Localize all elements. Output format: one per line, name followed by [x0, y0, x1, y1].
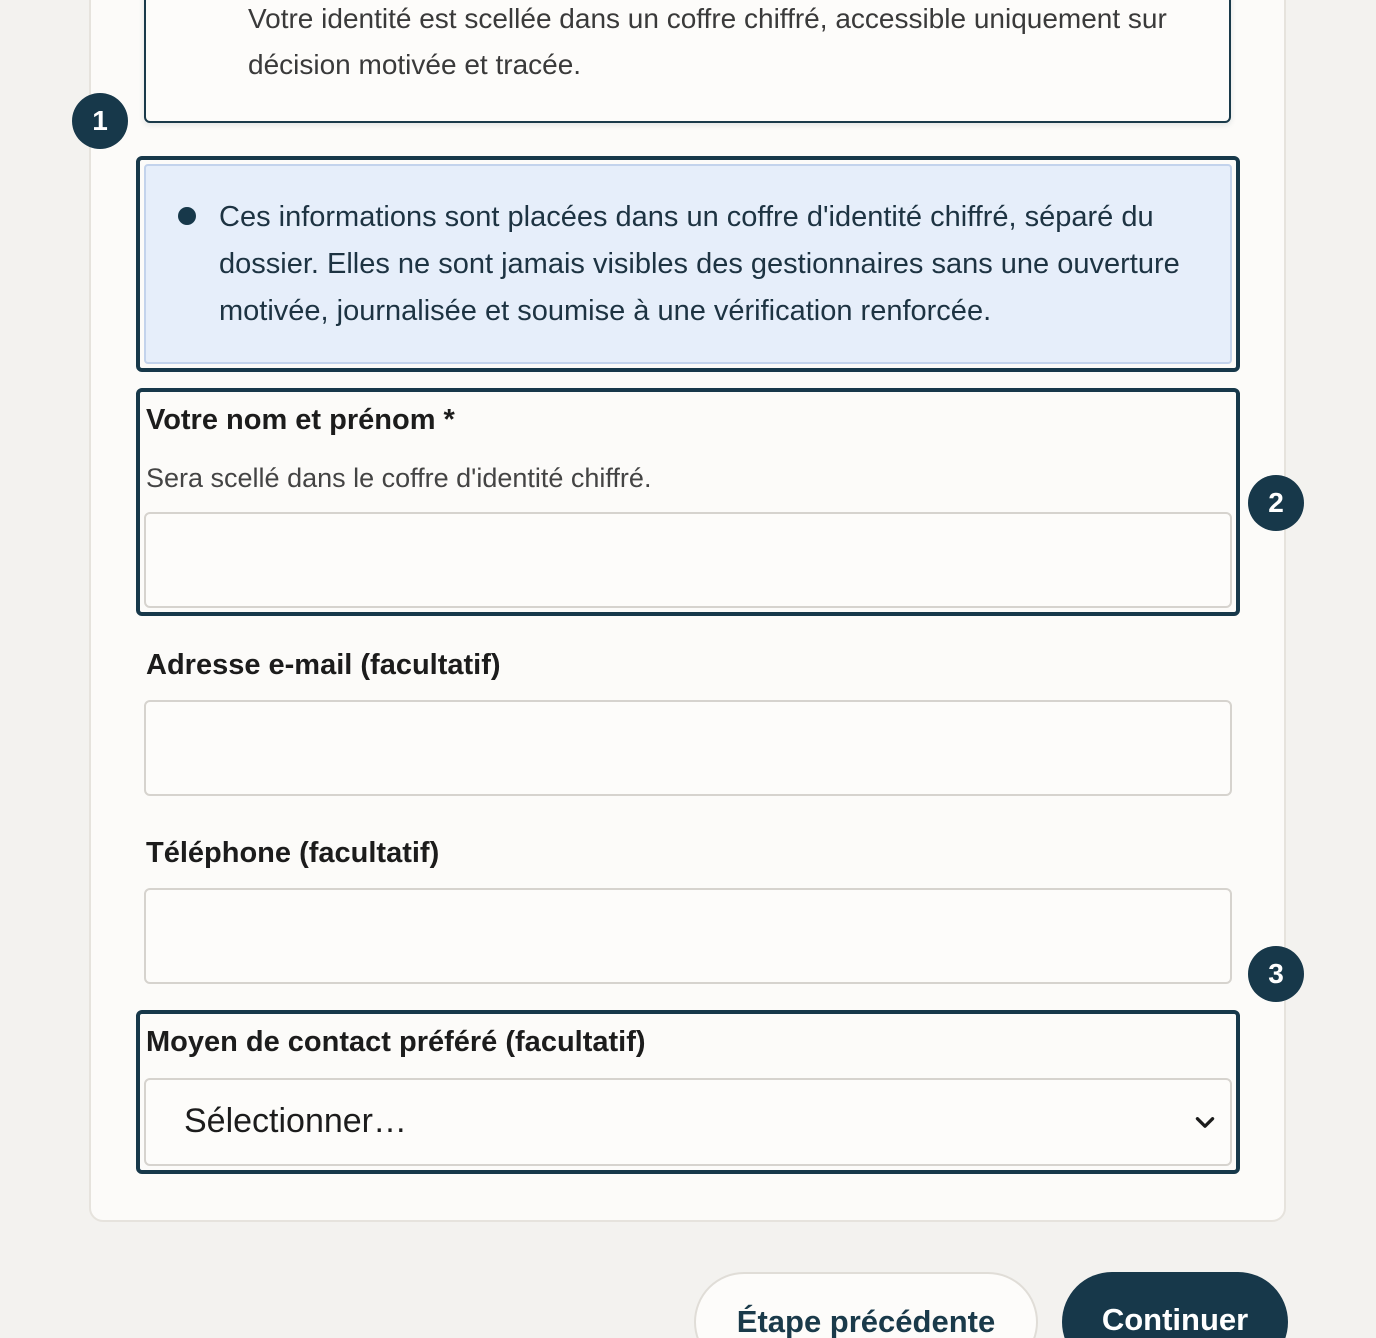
step-marker-1: 1	[72, 93, 128, 149]
contact-select-value: Sélectionner…	[184, 1102, 408, 1140]
phone-input[interactable]	[144, 888, 1232, 984]
name-label: Votre nom et prénom *	[146, 404, 455, 436]
step-marker-3: 3	[1248, 946, 1304, 1002]
phone-label: Téléphone (facultatif)	[146, 837, 440, 869]
continue-button[interactable]: Continuer	[1062, 1272, 1288, 1338]
step-marker-2: 2	[1248, 475, 1304, 531]
info-box-text: Ces informations sont placées dans un coffre d'identité chiffré, séparé du dossier. Elles ne sont jamais visibles des gestionnaires sans une ouverture motivée, journalisée et soumise à une vérification renforcée.	[219, 201, 1180, 327]
name-input[interactable]	[144, 512, 1232, 608]
contact-select[interactable]	[144, 1078, 1232, 1166]
privacy-notice-text: Votre identité est scellée dans un coffre chiffré, accessible uniquement sur décision motivée et tracée.	[248, 3, 1167, 80]
email-label: Adresse e-mail (facultatif)	[146, 649, 501, 681]
contact-label: Moyen de contact préféré (facultatif)	[146, 1026, 646, 1058]
name-hint: Sera scellé dans le coffre d'identité chiffré.	[146, 463, 652, 493]
bullet-dot-icon	[178, 207, 196, 225]
previous-step-button[interactable]: Étape précédente	[694, 1272, 1038, 1338]
email-input[interactable]	[144, 700, 1232, 796]
chevron-down-icon	[1192, 1110, 1218, 1136]
